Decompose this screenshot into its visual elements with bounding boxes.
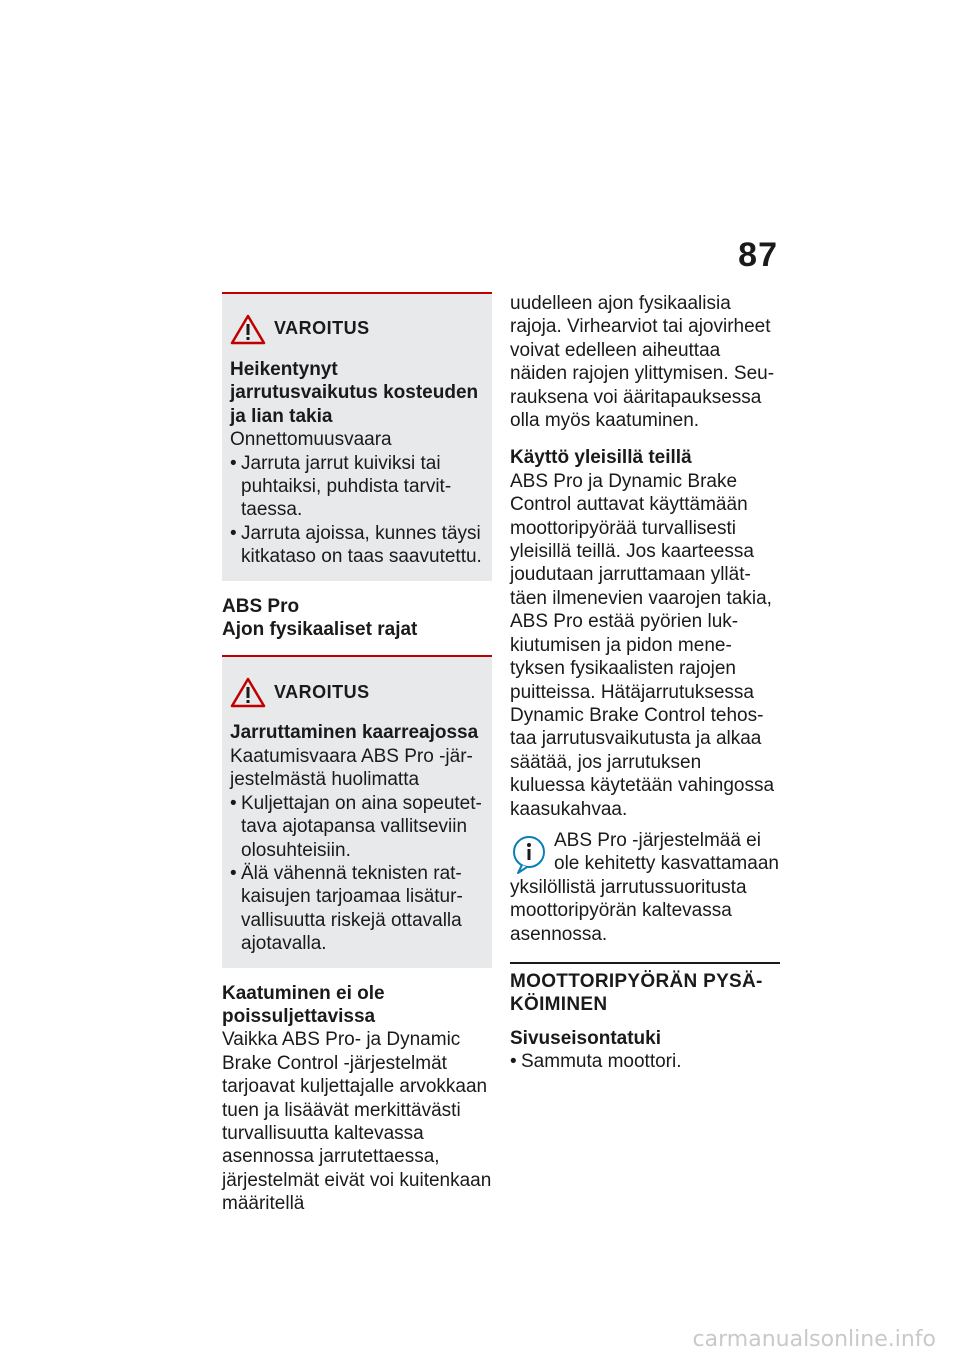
bullet-list: [510, 1050, 780, 1073]
warning-label: VAROITUS: [274, 318, 370, 339]
warning-triangle-icon: [230, 676, 266, 708]
warning-title: Jarruttaminen kaarreajossa: [230, 722, 479, 744]
body-paragraph: Vaikka ABS Pro- ja Dynamic Brake Control -järjestelmät tarjoavat kuljettajalle arvokkaan tuen ja lisäävät merkittävästi turvallisuutta kaltevassa asennossa jarrutettaessa, järjestelmät eivät voi kuitenkaan määritellä: [222, 1029, 492, 1215]
list-item: • Kuljettajan on aina sopeutettava ajotapansa vallitseviin olosuhteisiin.: [230, 792, 482, 862]
list-item: • Sammuta moottori.: [510, 1050, 780, 1073]
warning-label: VAROITUS: [274, 681, 370, 702]
body-paragraph: ABS Pro ja Dynamic Brake Control auttavat käyttämään moottoripyörää turvallisesti yleisillä teillä. Jos kaarteessa joudutaan jarruttamaan yllättäen ilmenevien vaarojen takia, ABS Pro estää pyörien lukkiutumisen ja pidon menetyksen fysikaalisten rajojen puitteissa. Hätäjarrutuksessa Dynamic Brake Control tehostaa jarrutusvaikutusta ja alkaa säätää, jos jarrutuksen kuluessa käytetään vahingossa kaasukahvaa.: [510, 470, 775, 820]
subheading: Käyttö yleisillä teillä: [510, 447, 692, 469]
warning-triangle-icon: [230, 313, 266, 345]
warning-box-2: [222, 655, 492, 967]
warning-header: [230, 675, 482, 709]
warning-bullet-list: [230, 792, 482, 956]
section-title: MOOTTORIPYÖRÄN PYSÄKÖIMINEN: [510, 962, 780, 1017]
warning-subtitle: Kaatumisvaara ABS Pro -järjestelmästä huolimatta: [230, 745, 473, 791]
continued-paragraph: uudelleen ajon fysikaalisia rajoja. Virhearviot tai ajovirheet voivat edelleen aiheuttaa näiden rajojen ylittymisen. Seurauksena voi ääritapauksessa olla myös kaatuminen.: [510, 293, 775, 432]
section-title: ABS Pro: [222, 595, 300, 617]
subheading: Sivuseisontatuki: [510, 1027, 661, 1049]
list-item: • Älä vähennä teknisten ratkaisujen tarjoamaa lisäturvallisuutta riskejä ottavalla ajotavalla.: [230, 862, 482, 956]
section-subtitle: Ajon fysikaaliset rajat: [222, 619, 418, 641]
warning-box-1: [222, 292, 492, 581]
warning-title: Heikentynyt jarrutusvaikutus kosteuden ja lian takia: [230, 359, 479, 427]
subheading: Kaatuminen ei ole poissuljettavissa: [222, 982, 385, 1027]
watermark: carmanualsonline.info: [692, 1327, 936, 1352]
info-note: [510, 829, 780, 946]
right-column: [510, 292, 780, 1074]
note-text: ABS Pro -järjestelmää ei ole kehitetty kasvattamaan yksilöllistä jarrutussuoritusta moottoripyörän kaltevassa asennossa.: [510, 829, 779, 945]
warning-bullet-list: [230, 452, 482, 569]
list-item: • Jarruta jarrut kuiviksi tai puhtaiksi, puhdista tarvittaessa.: [230, 452, 482, 522]
left-column: [222, 292, 492, 1216]
page-number: 87: [738, 236, 778, 274]
list-item: • Jarruta ajoissa, kunnes täysi kitkataso on taas saavutettu.: [230, 522, 482, 569]
warning-header: [230, 312, 482, 346]
info-icon: [510, 835, 548, 875]
warning-subtitle: Onnettomuusvaara: [230, 429, 392, 451]
